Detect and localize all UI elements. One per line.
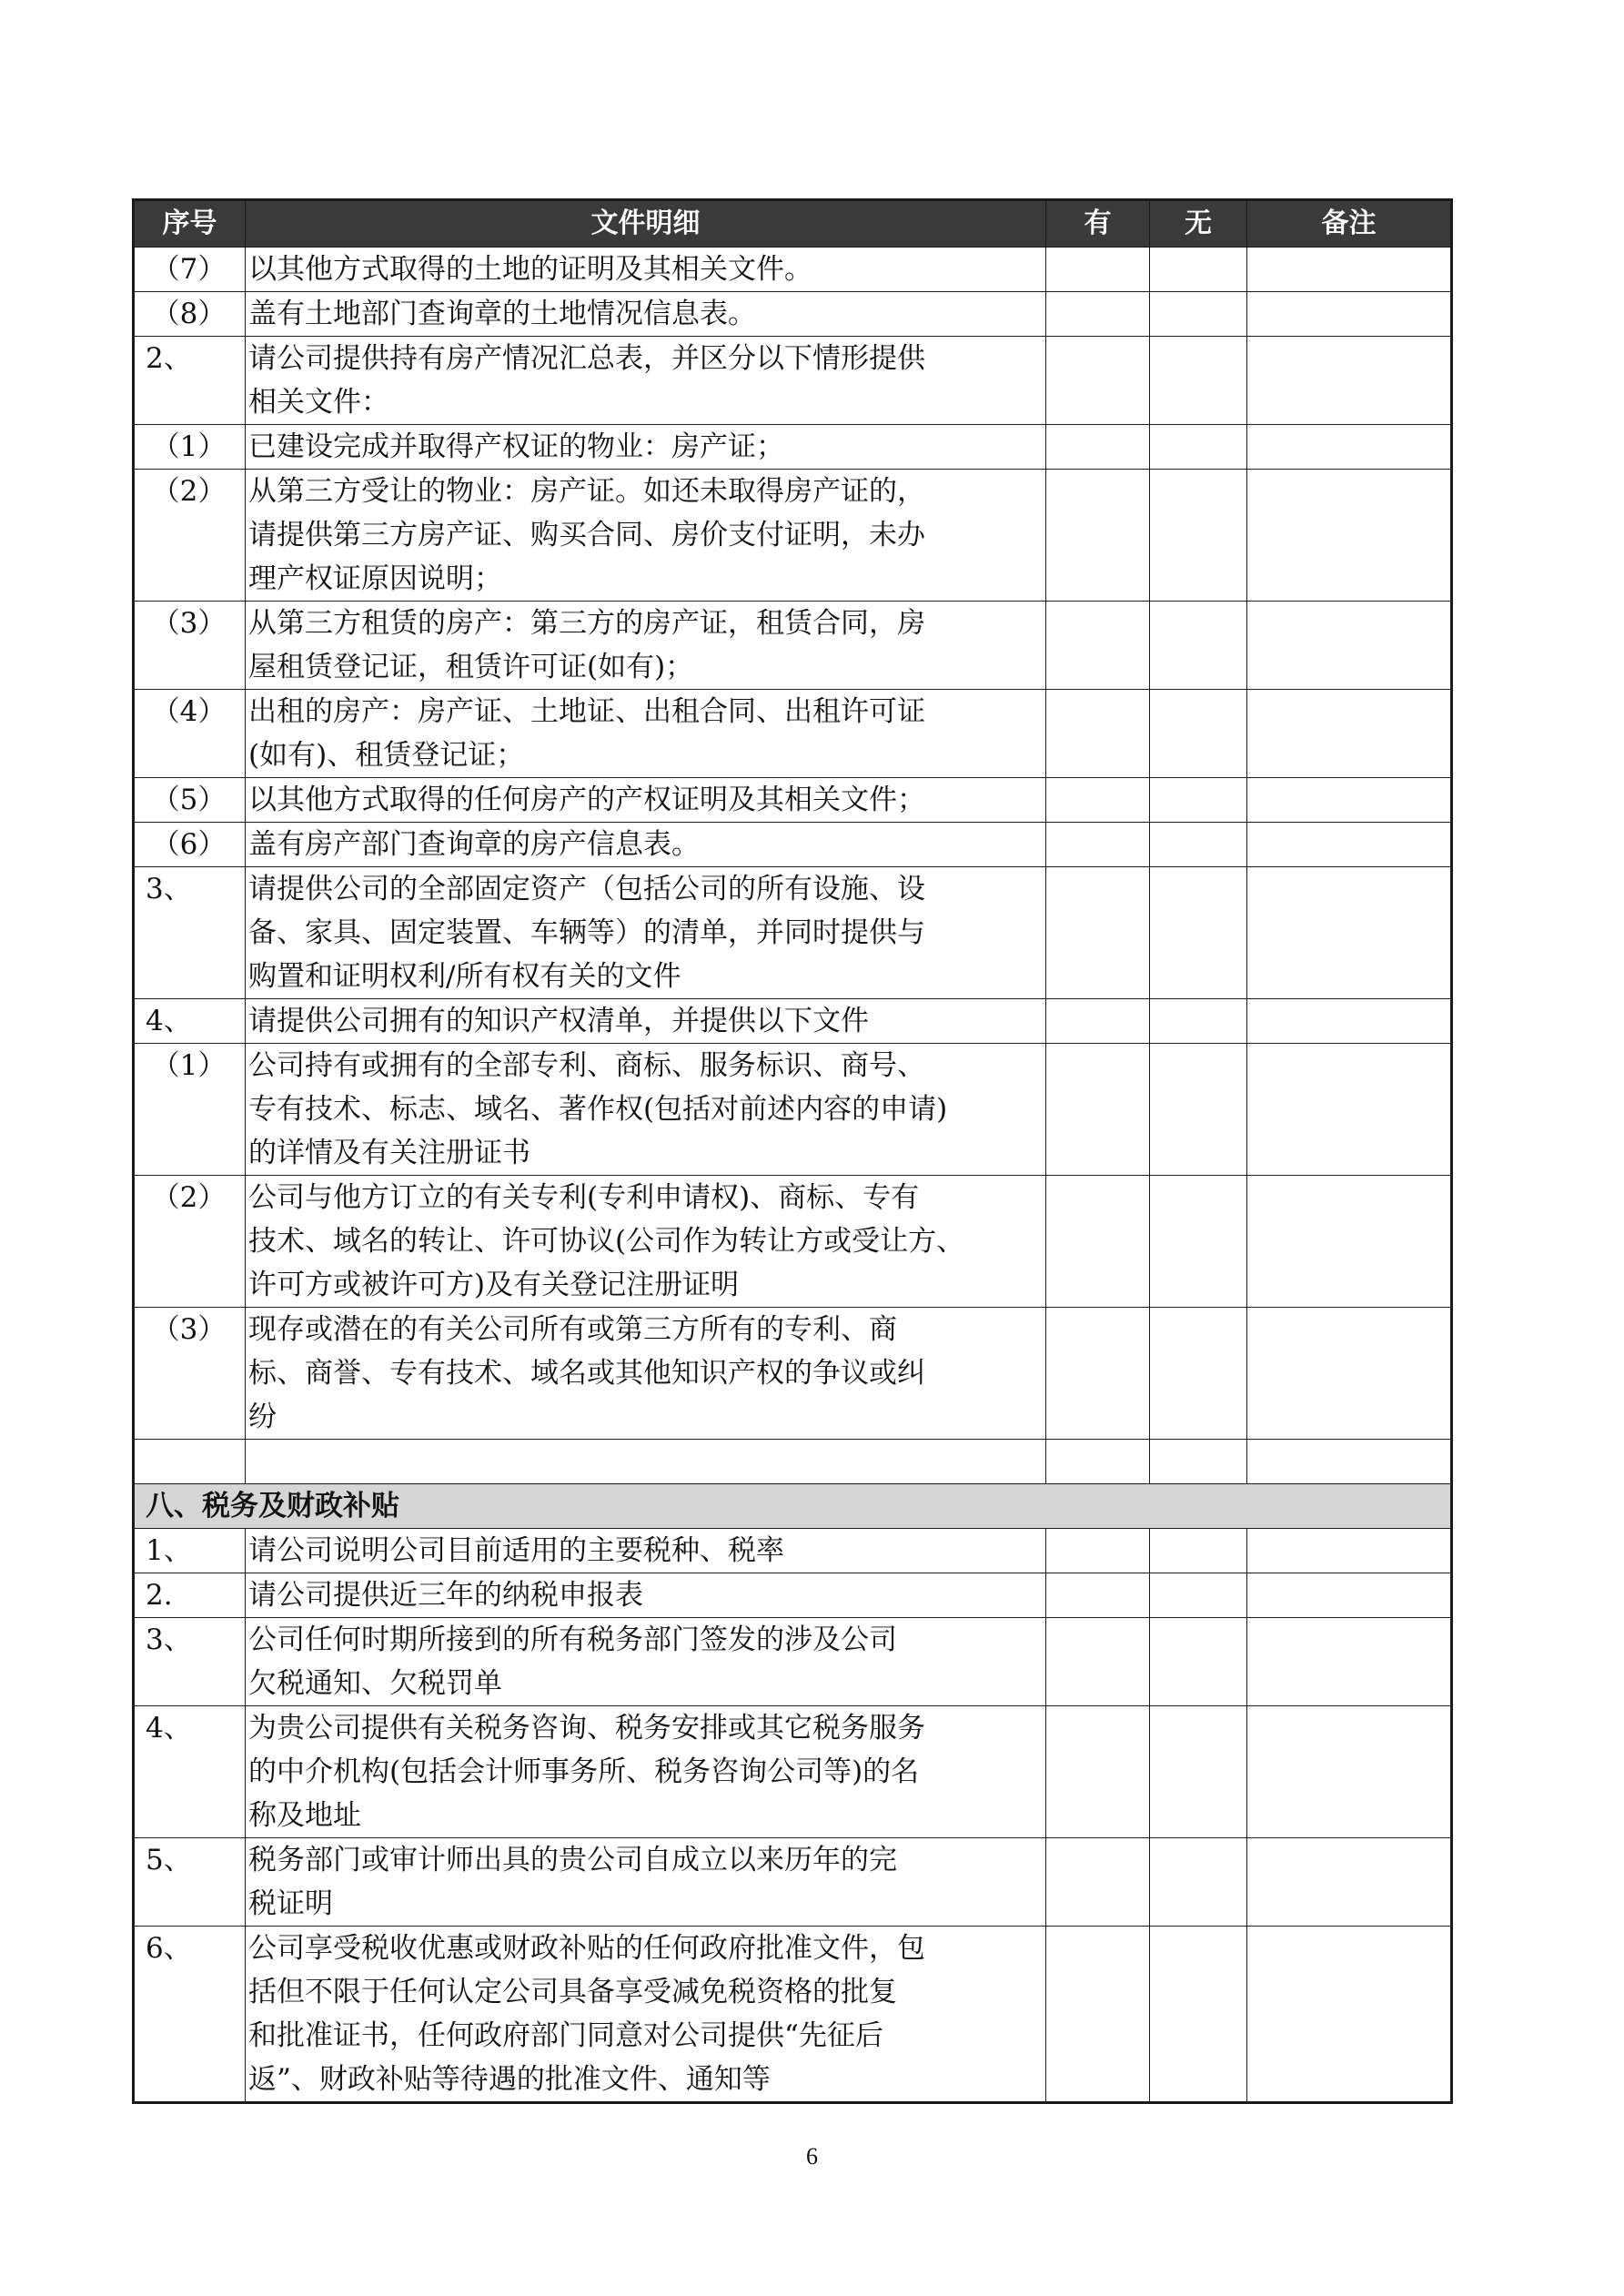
remarks-cell [1247, 248, 1452, 292]
none-checkbox-cell [1150, 1618, 1247, 1706]
empty-cell [1150, 1440, 1247, 1484]
section-row-tax [134, 1484, 1452, 1529]
table-body-empty [134, 1440, 1452, 1529]
none-checkbox-cell [1150, 470, 1247, 602]
none-checkbox-cell [1150, 1706, 1247, 1838]
none-checkbox-cell [1150, 867, 1247, 999]
has-checkbox-cell [1046, 248, 1150, 292]
has-checkbox-cell [1046, 470, 1150, 602]
table-row [134, 778, 1452, 823]
remarks-cell [1247, 867, 1452, 999]
remarks-cell [1247, 292, 1452, 337]
remarks-cell [1247, 470, 1452, 602]
document-detail-cell: 出租的房产：房产证、土地证、出租合同、出租许可证 (如有)、租赁登记证； [246, 690, 1046, 778]
none-checkbox-cell [1150, 690, 1247, 778]
empty-cell [1046, 1440, 1150, 1484]
document-detail-cell: 已建设完成并取得产权证的物业：房产证； [246, 425, 1046, 470]
serial-number-cell: （8） [134, 292, 246, 337]
none-checkbox-cell [1150, 778, 1247, 823]
table-row [134, 690, 1452, 778]
has-checkbox-cell [1046, 867, 1150, 999]
has-checkbox-cell [1046, 292, 1150, 337]
serial-number-cell: （3） [134, 602, 246, 690]
document-detail-cell: 从第三方受让的物业：房产证。如还未取得房产证的， 请提供第三方房产证、购买合同、房价支付证明，未办 理产权证原因说明； [246, 470, 1046, 602]
section-title: 八、税务及财政补贴 [134, 1484, 1452, 1529]
table-row [134, 337, 1452, 425]
has-checkbox-cell [1046, 1927, 1150, 2103]
table-row [134, 867, 1452, 999]
none-checkbox-cell [1150, 1529, 1247, 1573]
document-detail-cell: 请提供公司拥有的知识产权清单，并提供以下文件 [246, 999, 1046, 1044]
table-row [134, 823, 1452, 867]
table-row [134, 1706, 1452, 1838]
serial-number-cell: 3、 [134, 1618, 246, 1706]
remarks-cell [1247, 778, 1452, 823]
document-detail-cell: 请公司提供近三年的纳税申报表 [246, 1573, 1046, 1618]
document-detail-cell: 盖有房产部门查询章的房产信息表。 [246, 823, 1046, 867]
table-row [134, 248, 1452, 292]
serial-number-cell: 4、 [134, 999, 246, 1044]
document-detail-cell: 公司与他方订立的有关专利(专利申请权)、商标、专有 技术、域名的转让、许可协议(公司作为转让方或受让方、 许可方或被许可方)及有关登记注册证明 [246, 1176, 1046, 1308]
table-header-row [134, 200, 1452, 248]
document-detail-cell: 现存或潜在的有关公司所有或第三方所有的专利、商 标、商誉、专有技术、域名或其他知识产权的争议或纠 纷 [246, 1308, 1046, 1440]
table-row [134, 425, 1452, 470]
serial-number-cell: （2） [134, 1176, 246, 1308]
has-checkbox-cell [1046, 1706, 1150, 1838]
table-row [134, 1308, 1452, 1440]
remarks-cell [1247, 1044, 1452, 1176]
document-detail-cell: 为贵公司提供有关税务咨询、税务安排或其它税务服务 的中介机构(包括会计师事务所、税务咨询公司等)的名 称及地址 [246, 1706, 1046, 1838]
table-row [134, 602, 1452, 690]
has-checkbox-cell [1046, 602, 1150, 690]
has-checkbox-cell [1046, 1529, 1150, 1573]
serial-number-cell: 2、 [134, 337, 246, 425]
none-checkbox-cell [1150, 1044, 1247, 1176]
table-row [134, 1927, 1452, 2103]
table-row [134, 1044, 1452, 1176]
document-detail-cell: 请公司说明公司目前适用的主要税种、税率 [246, 1529, 1046, 1573]
document-detail-cell: 盖有土地部门查询章的土地情况信息表。 [246, 292, 1046, 337]
has-checkbox-cell [1046, 999, 1150, 1044]
empty-cell [246, 1440, 1046, 1484]
page-number: 6 [806, 2143, 818, 2170]
table-row [134, 1176, 1452, 1308]
has-checkbox-cell [1046, 1044, 1150, 1176]
remarks-cell [1247, 602, 1452, 690]
table-row [134, 292, 1452, 337]
empty-cell [134, 1440, 246, 1484]
table-row [134, 1838, 1452, 1927]
table-row [134, 1573, 1452, 1618]
document-detail-cell: 税务部门或审计师出具的贵公司自成立以来历年的完 税证明 [246, 1838, 1046, 1927]
none-checkbox-cell [1150, 1176, 1247, 1308]
remarks-cell [1247, 337, 1452, 425]
has-checkbox-cell [1046, 1573, 1150, 1618]
remarks-cell [1247, 425, 1452, 470]
serial-number-cell: 2. [134, 1573, 246, 1618]
document-detail-cell: 公司任何时期所接到的所有税务部门签发的涉及公司 欠税通知、欠税罚单 [246, 1618, 1046, 1706]
document-detail-cell: 公司持有或拥有的全部专利、商标、服务标识、商号、 专有技术、标志、域名、著作权(包括对前述内容的申请) 的详情及有关注册证书 [246, 1044, 1046, 1176]
document-detail-cell: 以其他方式取得的任何房产的产权证明及其相关文件； [246, 778, 1046, 823]
header-serial-number: 序号 [134, 200, 246, 248]
table-row [134, 999, 1452, 1044]
has-checkbox-cell [1046, 1618, 1150, 1706]
serial-number-cell: （3） [134, 1308, 246, 1440]
table-body-tax [134, 1529, 1452, 2103]
none-checkbox-cell [1150, 1308, 1247, 1440]
remarks-cell [1247, 999, 1452, 1044]
document-detail-cell: 请提供公司的全部固定资产（包括公司的所有设施、设 备、家具、固定装置、车辆等）的清单，并同时提供与 购置和证明权利/所有权有关的文件 [246, 867, 1046, 999]
serial-number-cell: （7） [134, 248, 246, 292]
none-checkbox-cell [1150, 999, 1247, 1044]
none-checkbox-cell [1150, 1838, 1247, 1927]
empty-cell [1247, 1440, 1452, 1484]
serial-number-cell: 1、 [134, 1529, 246, 1573]
remarks-cell [1247, 1706, 1452, 1838]
remarks-cell [1247, 690, 1452, 778]
has-checkbox-cell [1046, 1838, 1150, 1927]
has-checkbox-cell [1046, 778, 1150, 823]
header-document-detail: 文件明细 [246, 200, 1046, 248]
serial-number-cell: 6、 [134, 1927, 246, 2103]
header-remarks: 备注 [1247, 200, 1452, 248]
table-row [134, 1529, 1452, 1573]
none-checkbox-cell [1150, 1927, 1247, 2103]
none-checkbox-cell [1150, 602, 1247, 690]
has-checkbox-cell [1046, 823, 1150, 867]
remarks-cell [1247, 1308, 1452, 1440]
header-has: 有 [1046, 200, 1150, 248]
serial-number-cell: （2） [134, 470, 246, 602]
remarks-cell [1247, 1529, 1452, 1573]
has-checkbox-cell [1046, 337, 1150, 425]
document-detail-cell: 以其他方式取得的土地的证明及其相关文件。 [246, 248, 1046, 292]
table-body-property [134, 248, 1452, 1440]
none-checkbox-cell [1150, 248, 1247, 292]
remarks-cell [1247, 1618, 1452, 1706]
has-checkbox-cell [1046, 425, 1150, 470]
table-row [134, 470, 1452, 602]
table-row [134, 1618, 1452, 1706]
document-detail-cell: 请公司提供持有房产情况汇总表，并区分以下情形提供 相关文件： [246, 337, 1046, 425]
remarks-cell [1247, 823, 1452, 867]
none-checkbox-cell [1150, 1573, 1247, 1618]
has-checkbox-cell [1046, 690, 1150, 778]
document-detail-cell: 公司享受税收优惠或财政补贴的任何政府批准文件，包 括但不限于任何认定公司具备享受减免税资格的批复 和批准证书，任何政府部门同意对公司提供“先征后 返”、财政补贴等待遇的批准文件、通知等 [246, 1927, 1046, 2103]
none-checkbox-cell [1150, 823, 1247, 867]
empty-row [134, 1440, 1452, 1484]
serial-number-cell: 3、 [134, 867, 246, 999]
serial-number-cell: （1） [134, 425, 246, 470]
remarks-cell [1247, 1927, 1452, 2103]
has-checkbox-cell [1046, 1308, 1150, 1440]
serial-number-cell: （4） [134, 690, 246, 778]
serial-number-cell: （1） [134, 1044, 246, 1176]
header-none: 无 [1150, 200, 1247, 248]
document-detail-cell: 从第三方租赁的房产：第三方的房产证，租赁合同，房 屋租赁登记证，租赁许可证(如有)； [246, 602, 1046, 690]
remarks-cell [1247, 1176, 1452, 1308]
none-checkbox-cell [1150, 292, 1247, 337]
remarks-cell [1247, 1838, 1452, 1927]
serial-number-cell: 5、 [134, 1838, 246, 1927]
document-checklist-table [132, 198, 1453, 2104]
none-checkbox-cell [1150, 425, 1247, 470]
none-checkbox-cell [1150, 337, 1247, 425]
serial-number-cell: （6） [134, 823, 246, 867]
serial-number-cell: 4、 [134, 1706, 246, 1838]
serial-number-cell: （5） [134, 778, 246, 823]
remarks-cell [1247, 1573, 1452, 1618]
has-checkbox-cell [1046, 1176, 1150, 1308]
